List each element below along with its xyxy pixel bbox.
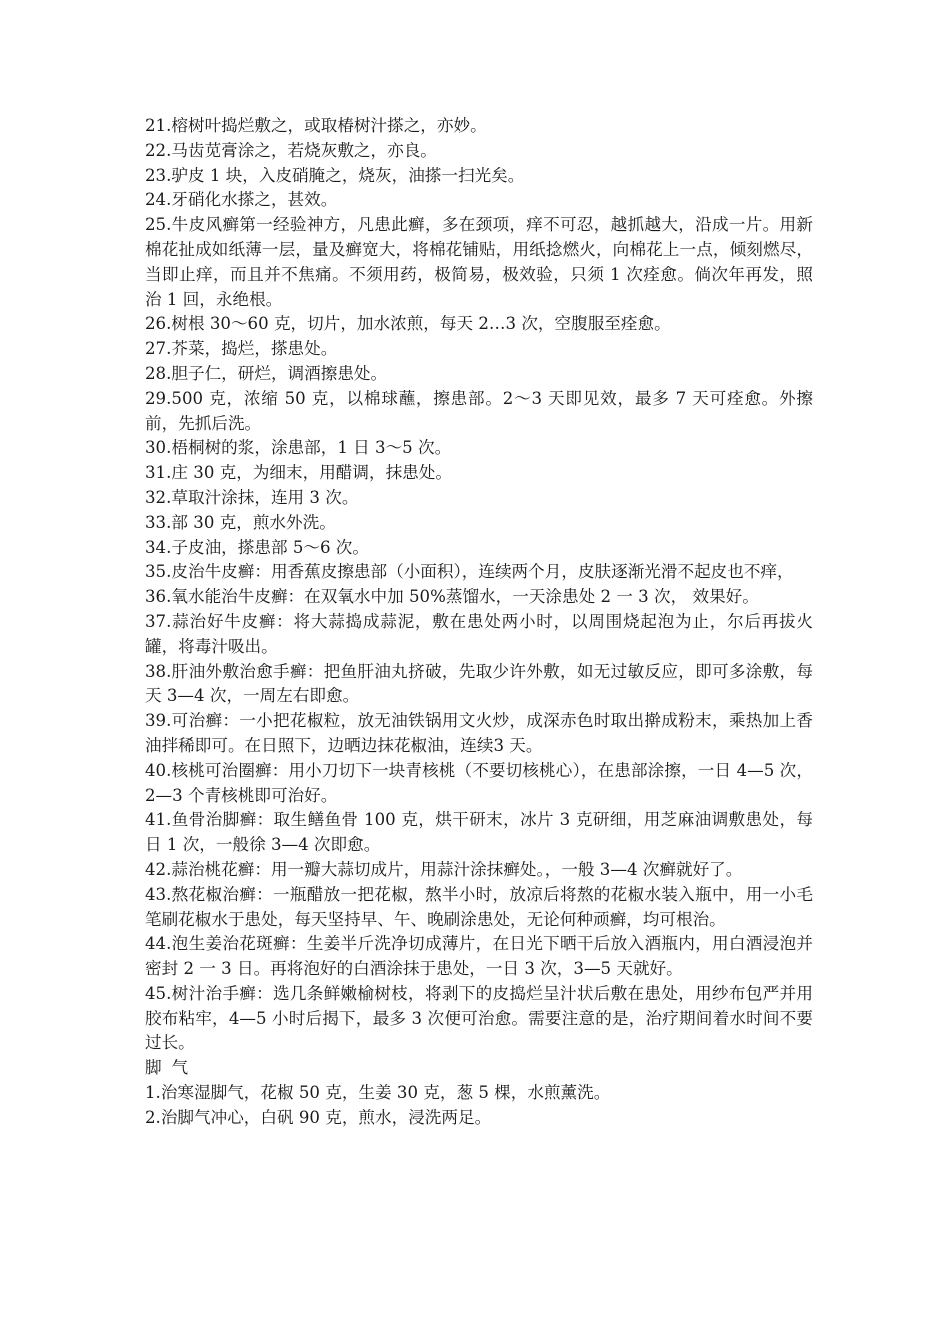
list-item: 43.熬花椒治癣：一瓶醋放一把花椒，熬半小时，放凉后将熬的花椒水装入瓶中，用一小毛笔刷花椒水于患处，每天坚持早、午、晚刷涂患处，无论何种顽癣，均可根治。 — [145, 884, 813, 929]
document-body — [145, 114, 813, 1131]
list-item: 27.芥菜，捣烂，搽患处。 — [145, 339, 338, 359]
list-item: 38.肝油外敷治愈手癣：把鱼肝油丸挤破，先取少许外敷，如无过敏反应，即可多涂敷，每天 3—4 次，一周左右即愈。 — [145, 661, 813, 706]
list-item: 30.梧桐树的浆，涂患部，1 日 3～5 次。 — [145, 438, 452, 458]
list-item: 44.泡生姜治花斑癣：生姜半斤洗净切成薄片，在日光下晒干后放入酒瓶内，用白酒浸泡并密封 2 一 3 日。再将泡好的白酒涂抹于患处，一日 3 次，3—5 天就好。 — [145, 934, 813, 979]
list-item: 24.牙硝化水搽之，甚效。 — [145, 190, 338, 210]
list-item: 31.庄 30 克，为细末，用醋调，抹患处。 — [145, 463, 452, 483]
list-item: 33.部 30 克，煎水外洗。 — [145, 512, 336, 532]
list-item: 41.鱼骨治脚癣：取生鳝鱼骨 100 克，烘干研末，冰片 3 克研细，用芝麻油调敷患处，每日 1 次，一般徐 3—4 次即愈。 — [145, 810, 813, 855]
list-item: 1.治寒湿脚气，花椒 50 克，生姜 30 克，葱 5 棵，水煎薰洗。 — [145, 1083, 611, 1103]
list-item: 37.蒜治好牛皮癣：将大蒜捣成蒜泥，敷在患处两小时，以周围烧起泡为止，尔后再拔火罐，将毒汁吸出。 — [145, 611, 813, 656]
list-item: 28.胆子仁，研烂，调酒擦患处。 — [145, 363, 388, 383]
list-item: 26.树根 30～60 克，切片，加水浓煎，每天 2…3 次，空腹服至痊愈。 — [145, 314, 671, 334]
list-item: 23.驴皮 1 块，入皮硝腌之，烧灰，油搽一扫光矣。 — [145, 165, 525, 185]
list-item: 25.牛皮风癣第一经验神方，凡患此癣，多在颈项，痒不可忍，越抓越大，沿成一片。用新棉花扯成如纸薄一层，量及癣宽大，将棉花铺贴，用纸捻燃火，向棉花上一点，倾刻燃尽，当即止痒，而且并不焦痛。不须用药，极简易，极效验，只须 1 次痊愈。倘次年再发，照治 1 回，永绝根。 — [145, 215, 813, 309]
list-item: 2.治脚气冲心，白矾 90 克，煎水，浸洗两足。 — [145, 1107, 492, 1127]
list-item: 36.氧水能治牛皮癣：在双氧水中加 50%蒸馏水，一天涂患处 2 一 3 次， 效果好。 — [145, 587, 759, 607]
section-title: 脚气 — [145, 1058, 199, 1078]
list-item: 35.皮治牛皮癣：用香蕉皮擦患部（小面积），连续两个月，皮肤逐渐光滑不起皮也不痒， — [145, 562, 794, 582]
list-item: 29.500 克，浓缩 50 克，以棉球蘸，擦患部。2～3 天即见效，最多 7 天可痊愈。外擦前，先抓后洗。 — [145, 388, 813, 433]
list-item: 40.核桃可治圈癣：用小刀切下一块青核桃（不要切核桃心），在患部涂擦，一日 4—5 次，2—3 个青核桃即可治好。 — [145, 760, 813, 805]
list-item: 21.榕树叶捣烂敷之，或取椿树汁搽之，亦妙。 — [145, 116, 487, 135]
list-item: 22.马齿苋膏涂之，若烧灰敷之，亦良。 — [145, 140, 437, 160]
list-item: 45.树汁治手癣：选几条鲜嫩榆树枝，将剥下的皮捣烂呈汁状后敷在患处，用纱布包严并用胶布粘牢，4—5 小时后揭下，最多 3 次便可治愈。需要注意的是，治疗期间着水时间不要过长。 — [145, 983, 813, 1053]
list-item: 39.可治癣：一小把花椒粒，放无油铁锅用文火炒，成深赤色时取出擀成粉末，乘热加上香油拌稀即可。在日照下，边晒边抹花椒油，连续3 天。 — [145, 711, 813, 755]
list-item: 34.子皮油，搽患部 5～6 次。 — [145, 537, 369, 557]
list-item: 42.蒜治桃花癣：用一瓣大蒜切成片，用蒜汁涂抹癣处。，一般 3—4 次癣就好了。 — [145, 859, 743, 879]
list-item: 32.草取汁涂抹，连用 3 次。 — [145, 487, 359, 507]
